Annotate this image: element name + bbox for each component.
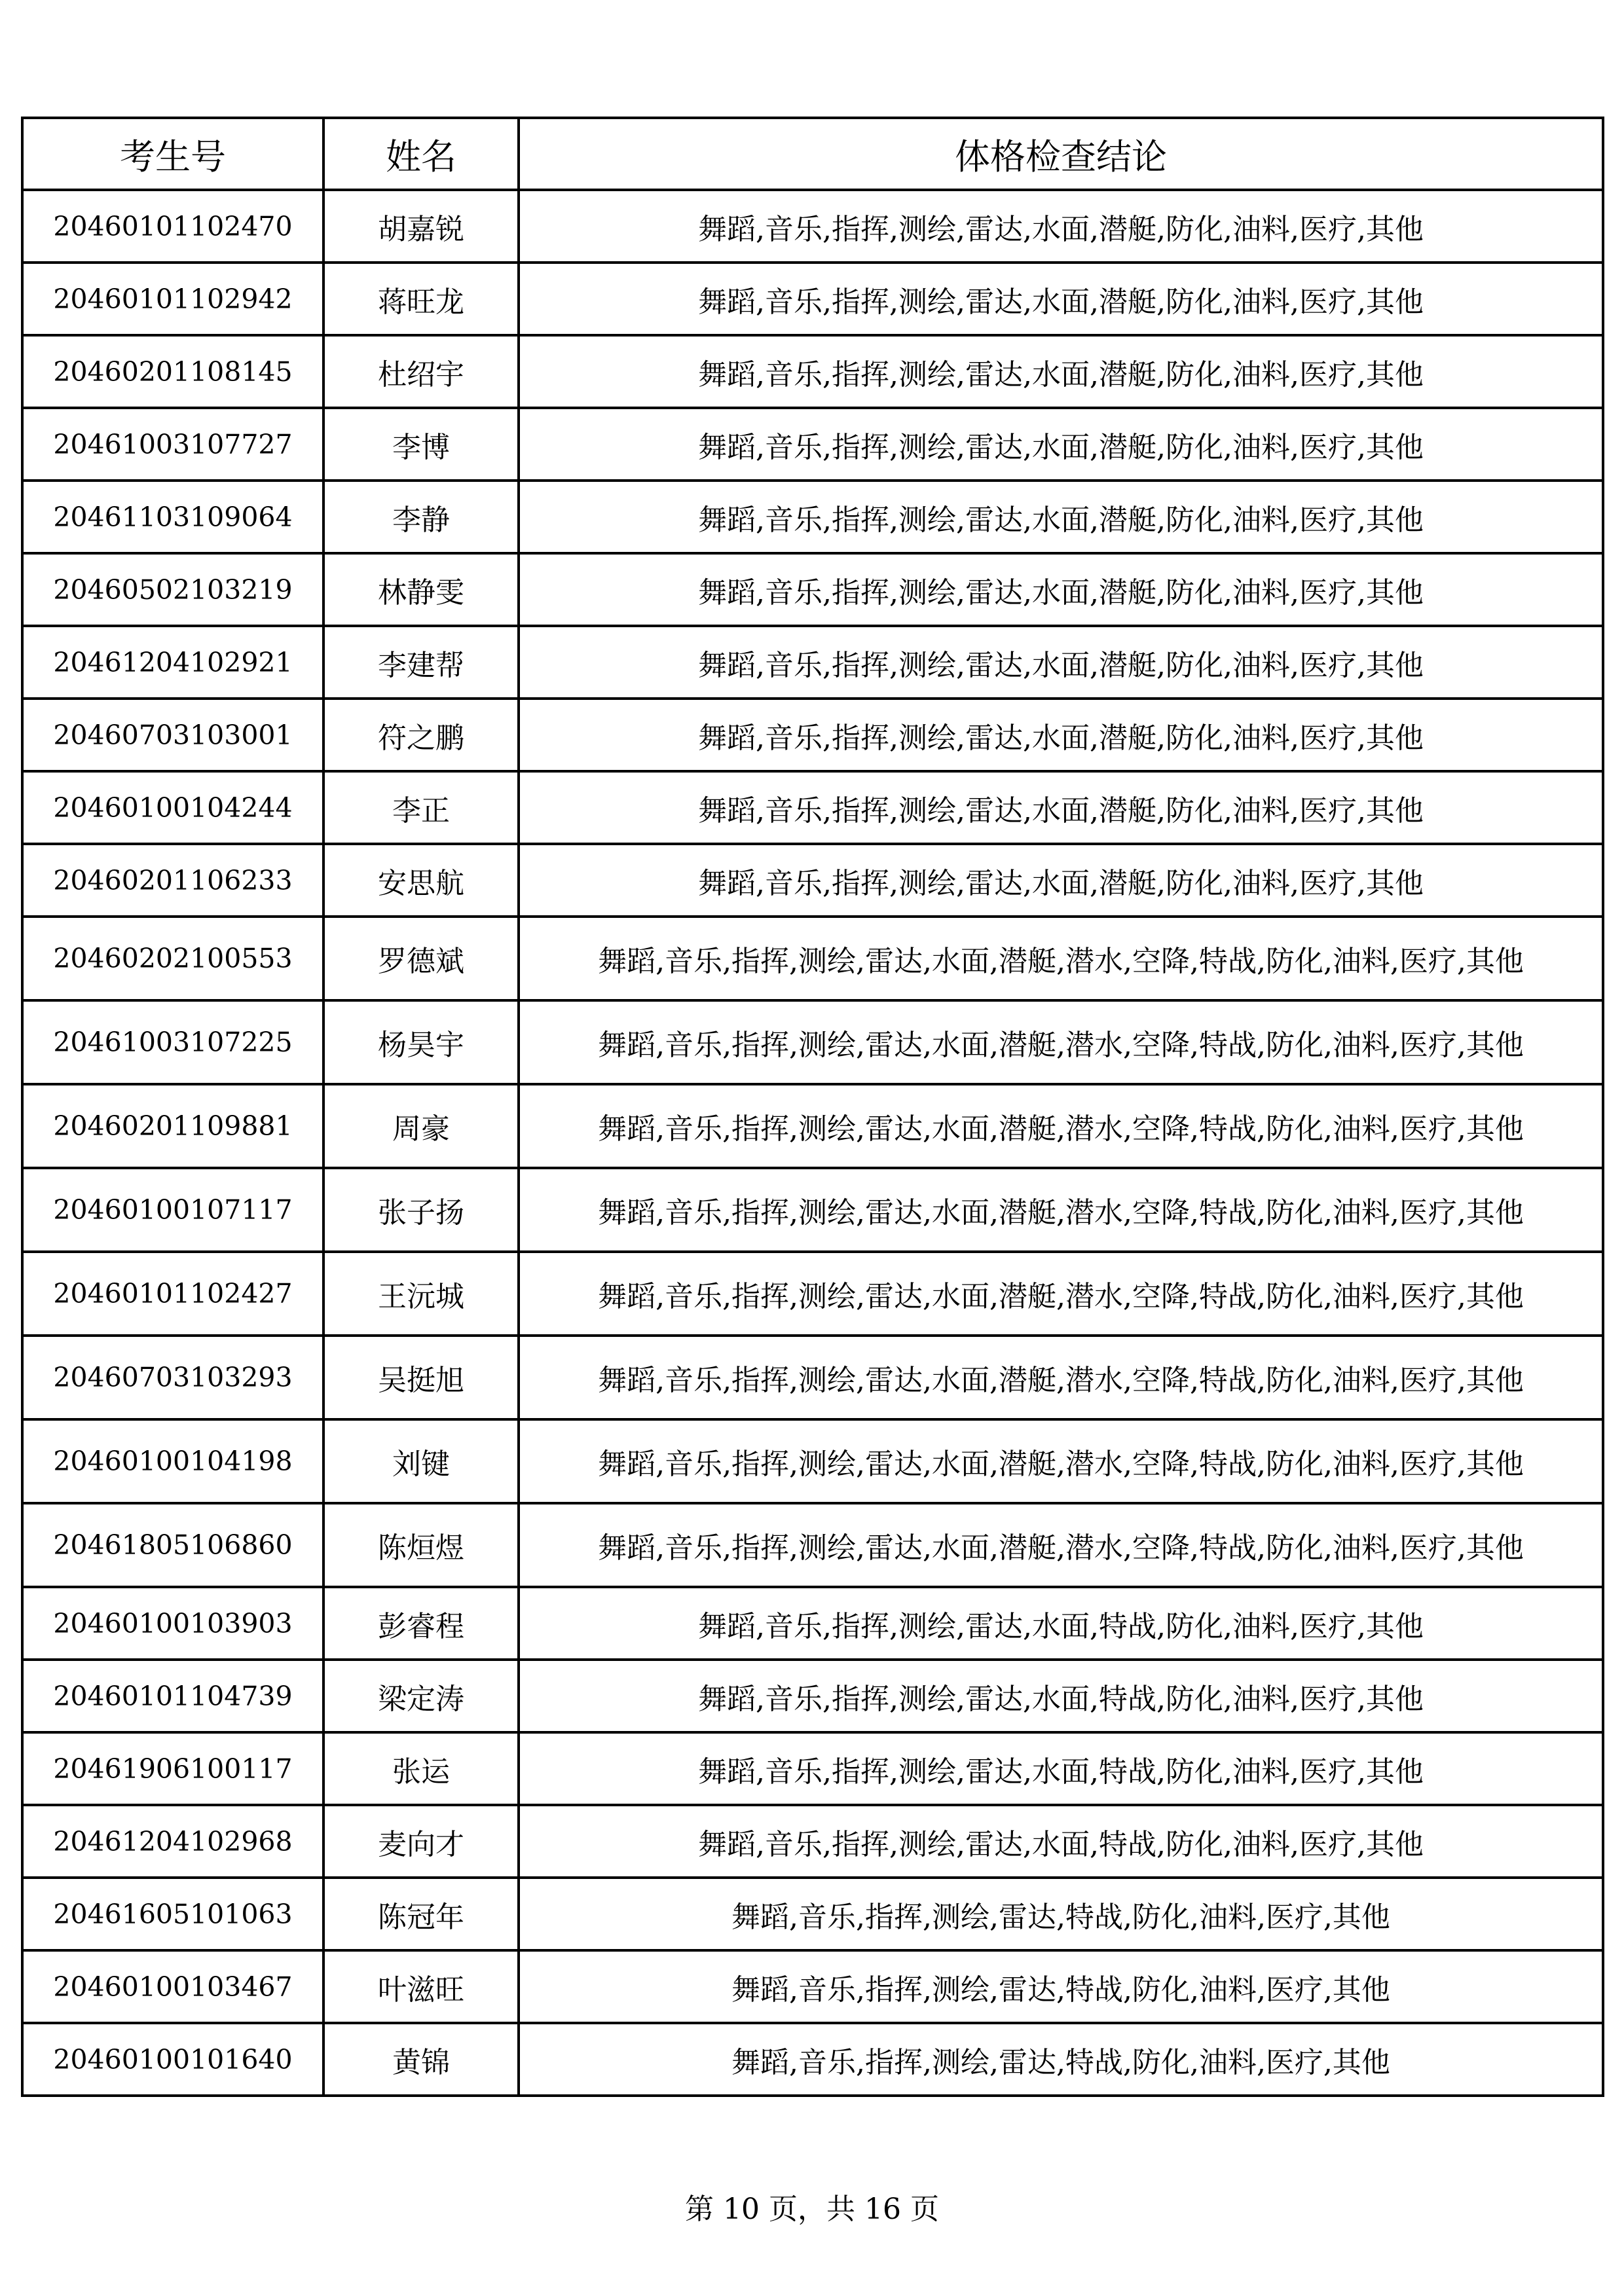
table-row [22,1084,1603,1168]
table-row [22,1732,1603,1805]
exam-conclusion-cell: 舞蹈,音乐,指挥,测绘,雷达,水面,潜艇,防化,油料,医疗,其他 [519,263,1603,335]
exam-conclusion-cell: 舞蹈,音乐,指挥,测绘,雷达,水面,潜艇,潜水,空降,特战,防化,油料,医疗,其他 [519,1084,1603,1168]
name-cell: 叶滋旺 [323,1950,519,2023]
name-cell: 李正 [323,771,519,844]
candidate-id-cell: 20460100104244 [22,771,323,844]
candidate-id-cell: 20460201108145 [22,335,323,408]
name-cell: 陈冠年 [323,1878,519,1950]
candidate-id-cell: 20460703103293 [22,1336,323,1419]
table-row [22,1503,1603,1587]
table-row [22,1950,1603,2023]
table-row [22,626,1603,699]
candidate-id-cell: 20460100101640 [22,2023,323,2096]
name-cell: 杜绍宇 [323,335,519,408]
candidate-id-cell: 20460100107117 [22,1168,323,1252]
candidate-id-cell: 20460101102470 [22,190,323,263]
table-row [22,1336,1603,1419]
candidate-id-cell: 20461204102921 [22,626,323,699]
name-cell: 胡嘉锐 [323,190,519,263]
name-cell: 彭睿程 [323,1587,519,1660]
name-cell: 安思航 [323,844,519,917]
name-cell: 麦向才 [323,1805,519,1878]
exam-conclusion-cell: 舞蹈,音乐,指挥,测绘,雷达,水面,特战,防化,油料,医疗,其他 [519,1587,1603,1660]
physical-exam-results-table [21,117,1604,2097]
candidate-id-cell: 20461906100117 [22,1732,323,1805]
table-row [22,408,1603,481]
exam-conclusion-cell: 舞蹈,音乐,指挥,测绘,雷达,水面,潜艇,潜水,空降,特战,防化,油料,医疗,其他 [519,1419,1603,1503]
candidate-id-cell: 20461003107225 [22,1000,323,1084]
exam-conclusion-cell: 舞蹈,音乐,指挥,测绘,雷达,水面,潜艇,防化,油料,医疗,其他 [519,699,1603,771]
table-row [22,1168,1603,1252]
exam-conclusion-cell: 舞蹈,音乐,指挥,测绘,雷达,水面,特战,防化,油料,医疗,其他 [519,1732,1603,1805]
table-body [22,190,1603,2096]
exam-conclusion-cell: 舞蹈,音乐,指挥,测绘,雷达,水面,潜艇,潜水,空降,特战,防化,油料,医疗,其他 [519,1000,1603,1084]
candidate-id-cell: 20460100104198 [22,1419,323,1503]
name-cell: 梁定涛 [323,1660,519,1732]
exam-conclusion-cell: 舞蹈,音乐,指挥,测绘,雷达,水面,潜艇,防化,油料,医疗,其他 [519,626,1603,699]
exam-conclusion-cell: 舞蹈,音乐,指挥,测绘,雷达,水面,潜艇,防化,油料,医疗,其他 [519,481,1603,553]
candidate-id-cell: 20460100103903 [22,1587,323,1660]
candidate-id-cell: 20460101102942 [22,263,323,335]
exam-conclusion-cell: 舞蹈,音乐,指挥,测绘,雷达,特战,防化,油料,医疗,其他 [519,1950,1603,2023]
name-cell: 符之鹏 [323,699,519,771]
name-cell: 黄锦 [323,2023,519,2096]
name-cell: 刘键 [323,1419,519,1503]
header-name: 姓名 [323,118,519,190]
table-row [22,2023,1603,2096]
candidate-id-cell: 20460101102427 [22,1252,323,1336]
table-row [22,1419,1603,1503]
table-row [22,481,1603,553]
table-row [22,335,1603,408]
table-header-row [22,118,1603,190]
name-cell: 陈烜煜 [323,1503,519,1587]
exam-conclusion-cell: 舞蹈,音乐,指挥,测绘,雷达,水面,特战,防化,油料,医疗,其他 [519,1660,1603,1732]
header-exam-conclusion: 体格检查结论 [519,118,1603,190]
exam-conclusion-cell: 舞蹈,音乐,指挥,测绘,雷达,水面,潜艇,潜水,空降,特战,防化,油料,医疗,其他 [519,1336,1603,1419]
candidate-id-cell: 20460100103467 [22,1950,323,2023]
table-row [22,1805,1603,1878]
candidate-id-cell: 20460101104739 [22,1660,323,1732]
name-cell: 王沅城 [323,1252,519,1336]
name-cell: 周豪 [323,1084,519,1168]
name-cell: 李建帮 [323,626,519,699]
exam-conclusion-cell: 舞蹈,音乐,指挥,测绘,雷达,水面,潜艇,潜水,空降,特战,防化,油料,医疗,其他 [519,1252,1603,1336]
table-row [22,263,1603,335]
table-row [22,190,1603,263]
header-candidate-id: 考生号 [22,118,323,190]
exam-conclusion-cell: 舞蹈,音乐,指挥,测绘,雷达,水面,潜艇,防化,油料,医疗,其他 [519,844,1603,917]
name-cell: 吴挺旭 [323,1336,519,1419]
table-row [22,1252,1603,1336]
table-row [22,771,1603,844]
exam-conclusion-cell: 舞蹈,音乐,指挥,测绘,雷达,水面,潜艇,防化,油料,医疗,其他 [519,408,1603,481]
name-cell: 罗德斌 [323,917,519,1000]
table-row [22,1660,1603,1732]
exam-conclusion-cell: 舞蹈,音乐,指挥,测绘,雷达,水面,潜艇,防化,油料,医疗,其他 [519,335,1603,408]
candidate-id-cell: 20460202100553 [22,917,323,1000]
table-row [22,553,1603,626]
name-cell: 张子扬 [323,1168,519,1252]
table-row [22,1000,1603,1084]
exam-conclusion-cell: 舞蹈,音乐,指挥,测绘,雷达,水面,潜艇,防化,油料,医疗,其他 [519,553,1603,626]
exam-conclusion-cell: 舞蹈,音乐,指挥,测绘,雷达,特战,防化,油料,医疗,其他 [519,2023,1603,2096]
exam-conclusion-cell: 舞蹈,音乐,指挥,测绘,雷达,水面,潜艇,潜水,空降,特战,防化,油料,医疗,其他 [519,1503,1603,1587]
page-number: 第 10 页，共 16 页 [685,2193,939,2226]
exam-conclusion-cell: 舞蹈,音乐,指挥,测绘,雷达,水面,潜艇,防化,油料,医疗,其他 [519,190,1603,263]
candidate-id-cell: 20461805106860 [22,1503,323,1587]
exam-conclusion-cell: 舞蹈,音乐,指挥,测绘,雷达,特战,防化,油料,医疗,其他 [519,1878,1603,1950]
candidate-id-cell: 20461605101063 [22,1878,323,1950]
candidate-id-cell: 20460502103219 [22,553,323,626]
candidate-id-cell: 20460201106233 [22,844,323,917]
name-cell: 张运 [323,1732,519,1805]
table-row [22,1878,1603,1950]
name-cell: 杨昊宇 [323,1000,519,1084]
name-cell: 林静雯 [323,553,519,626]
table-row [22,844,1603,917]
candidate-id-cell: 20460201109881 [22,1084,323,1168]
table-row [22,1587,1603,1660]
candidate-id-cell: 20461103109064 [22,481,323,553]
name-cell: 蒋旺龙 [323,263,519,335]
exam-conclusion-cell: 舞蹈,音乐,指挥,测绘,雷达,水面,潜艇,潜水,空降,特战,防化,油料,医疗,其他 [519,917,1603,1000]
candidate-id-cell: 20461204102968 [22,1805,323,1878]
exam-conclusion-cell: 舞蹈,音乐,指挥,测绘,雷达,水面,潜艇,潜水,空降,特战,防化,油料,医疗,其他 [519,1168,1603,1252]
exam-conclusion-cell: 舞蹈,音乐,指挥,测绘,雷达,水面,特战,防化,油料,医疗,其他 [519,1805,1603,1878]
table-row [22,699,1603,771]
name-cell: 李博 [323,408,519,481]
table-row [22,917,1603,1000]
name-cell: 李静 [323,481,519,553]
candidate-id-cell: 20461003107727 [22,408,323,481]
candidate-id-cell: 20460703103001 [22,699,323,771]
exam-conclusion-cell: 舞蹈,音乐,指挥,测绘,雷达,水面,潜艇,防化,油料,医疗,其他 [519,771,1603,844]
